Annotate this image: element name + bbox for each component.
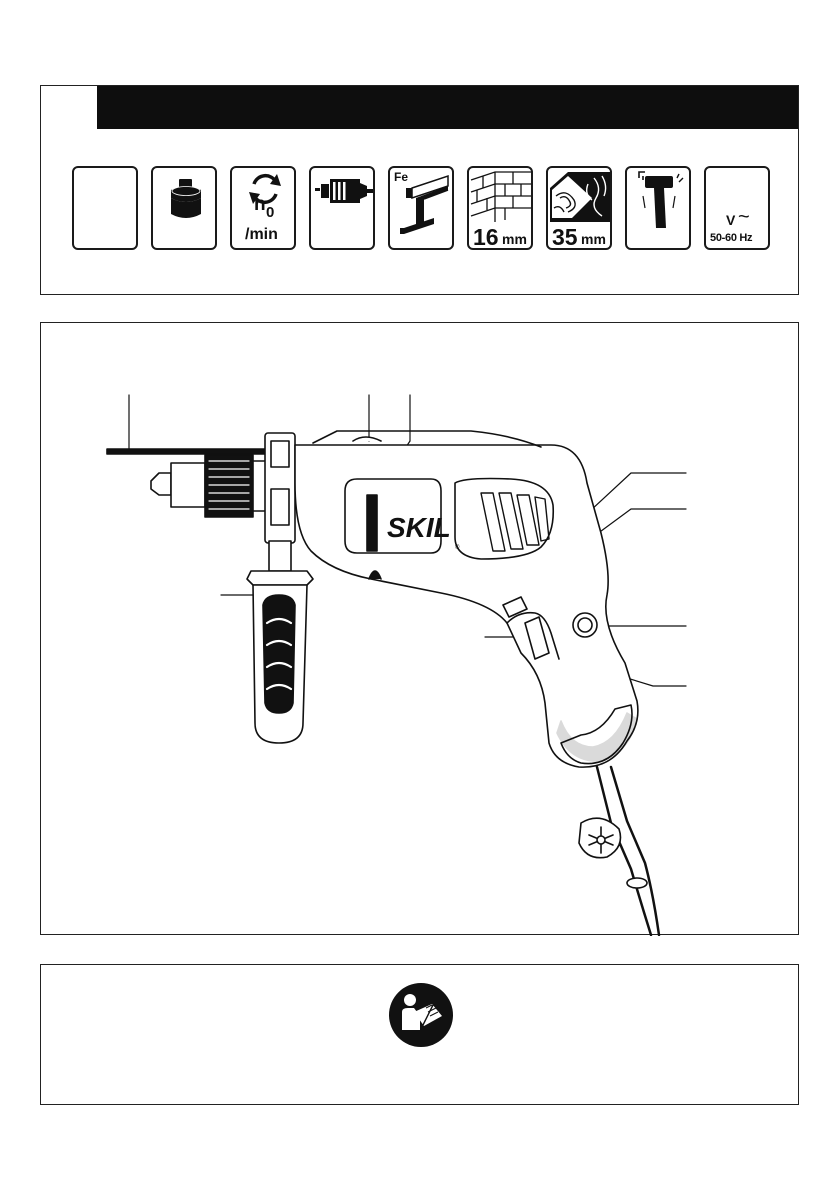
steel-beam-icon <box>388 166 454 250</box>
speed-symbol: n <box>254 194 266 215</box>
alternating-current-symbol: ~ <box>738 206 750 228</box>
trademark-symbol: ® <box>455 545 460 551</box>
drill-illustration <box>41 323 800 936</box>
chuck-icon <box>309 166 375 250</box>
frequency-label: 50-60 Hz <box>710 232 753 244</box>
title-bar <box>97 86 798 129</box>
voltage-symbol: V <box>726 212 736 228</box>
wood-depth-value: 35 <box>552 224 578 250</box>
rotation-speed-icon <box>230 166 296 250</box>
speed-unit: /min <box>245 226 278 243</box>
wood-depth-unit: mm <box>581 231 606 247</box>
brand-logo: SKIL <box>387 512 451 543</box>
manual-panel <box>40 964 799 1105</box>
diagram-panel <box>40 322 799 935</box>
specs-panel <box>40 85 799 295</box>
speed-subscript: 0 <box>266 204 275 221</box>
wall-depth-unit: mm <box>502 231 527 247</box>
wood-grain-icon <box>546 166 612 250</box>
material-label: Fe <box>394 170 409 184</box>
hammer-icon <box>625 166 691 250</box>
read-manual-icon <box>388 982 454 1048</box>
blank-tile <box>72 166 138 250</box>
weight-icon <box>151 166 217 250</box>
brick-wall-icon <box>467 166 533 250</box>
voltage-icon <box>704 166 770 250</box>
wall-depth-value: 16 <box>473 224 499 250</box>
